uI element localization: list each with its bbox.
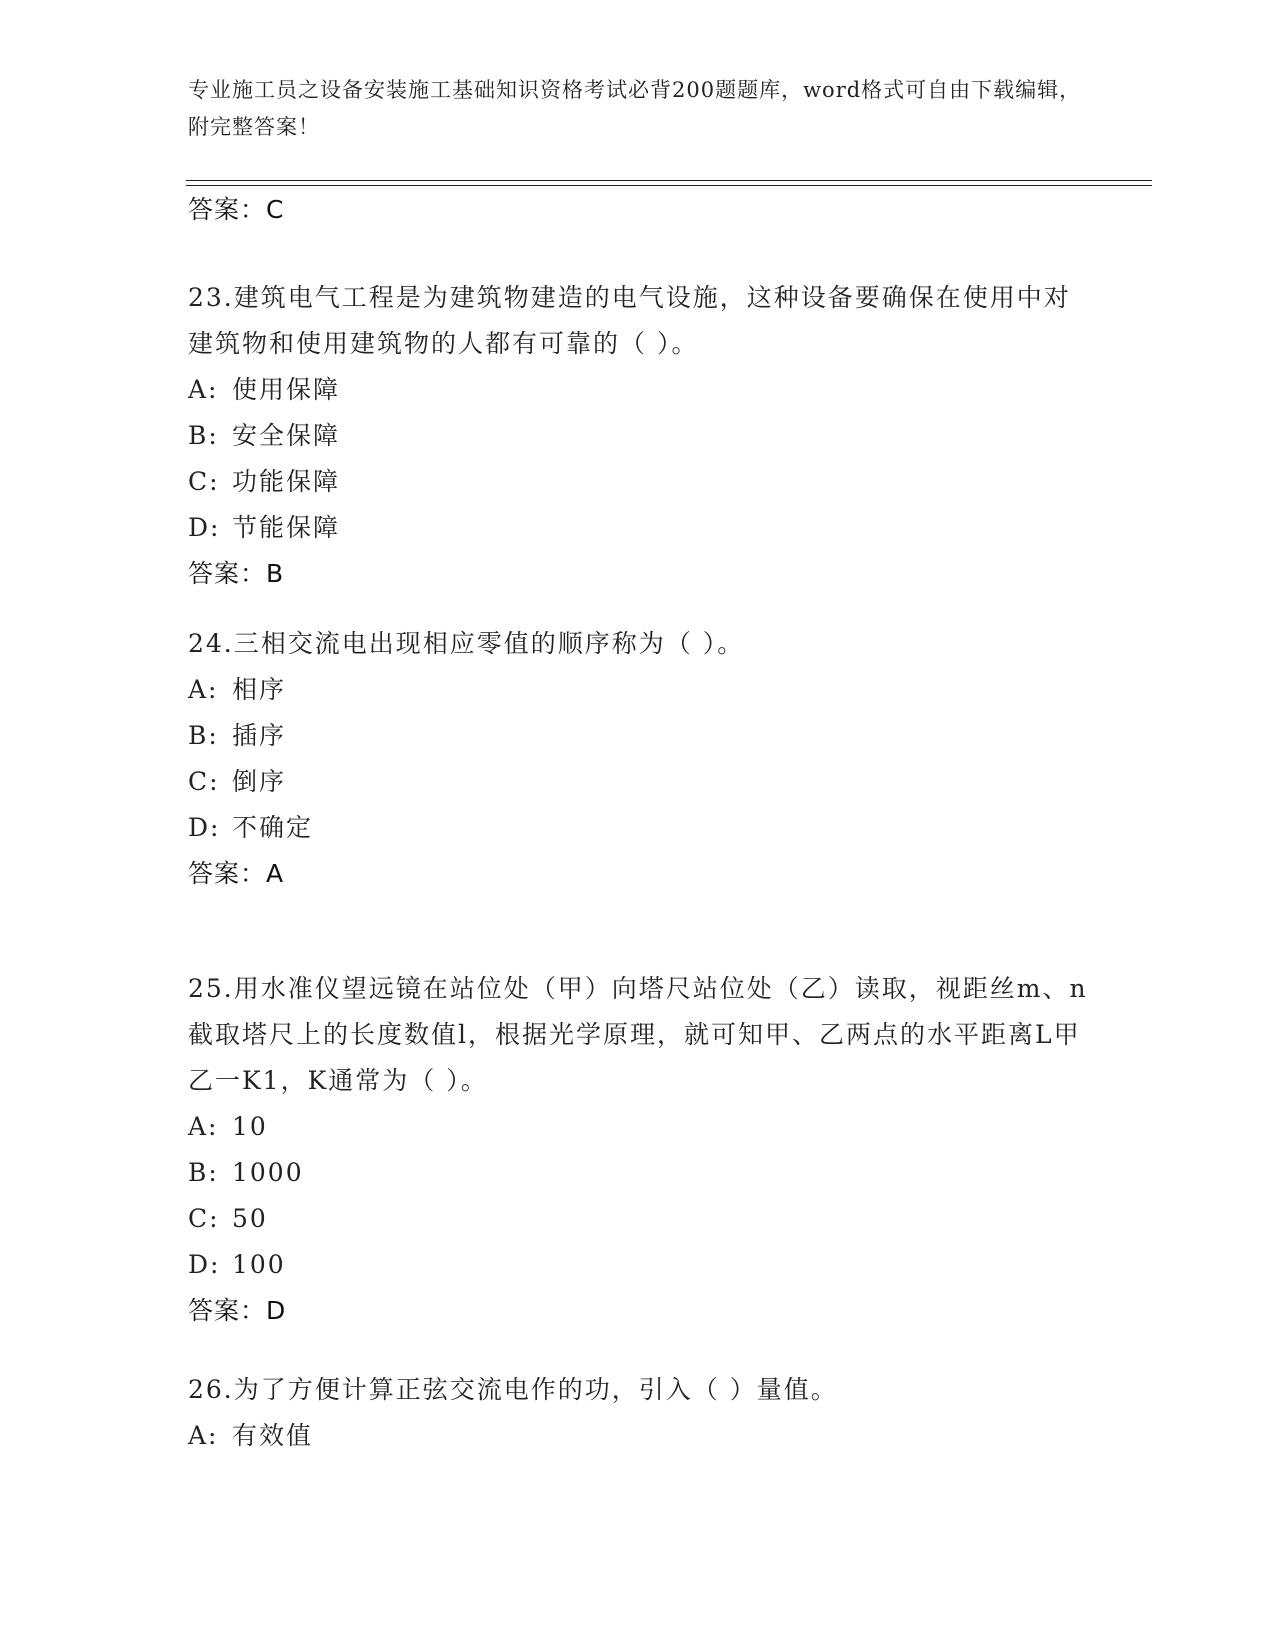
option-key: D: <box>188 813 221 842</box>
question-26 <box>188 1367 1088 1459</box>
option-b <box>188 413 1088 459</box>
option-text: 倒序 <box>232 767 287 796</box>
option-text: 功能保障 <box>232 467 341 496</box>
option-key: C: <box>188 1204 220 1233</box>
option-b <box>188 713 1088 759</box>
option-d <box>188 1242 1088 1288</box>
option-key: A: <box>188 675 219 704</box>
option-c <box>188 759 1088 805</box>
option-text: 使用保障 <box>232 375 341 404</box>
option-a <box>188 367 1088 413</box>
question-25 <box>188 966 1088 1334</box>
header-divider-bottom <box>186 185 1152 186</box>
option-text: 50 <box>232 1204 268 1233</box>
question-22-fragment <box>188 187 1088 233</box>
option-key: D: <box>188 1250 221 1279</box>
header-divider-top <box>186 180 1152 181</box>
option-text: 100 <box>232 1250 286 1279</box>
option-d <box>188 805 1088 851</box>
option-text: 不确定 <box>232 813 314 842</box>
option-key: C: <box>188 467 220 496</box>
option-key: B: <box>188 721 219 750</box>
question-23 <box>188 275 1088 597</box>
option-text: 10 <box>232 1112 268 1141</box>
option-text: 有效值 <box>232 1421 314 1450</box>
option-text: 相序 <box>232 675 287 704</box>
question-text: 26.为了方便计算正弦交流电作的功，引入（ ）量值。 <box>188 1375 838 1404</box>
option-a <box>188 667 1088 713</box>
question-text: 23.建筑电气工程是为建筑物建造的电气设施，这种设备要确保在使用中对建筑物和使用建筑物的人都有可靠的（ ）。 <box>188 283 1071 358</box>
option-key: A: <box>188 1421 219 1450</box>
option-key: B: <box>188 421 219 450</box>
option-text: 节能保障 <box>232 513 341 542</box>
question-24 <box>188 621 1088 897</box>
option-key: B: <box>188 1158 219 1187</box>
option-c <box>188 459 1088 505</box>
option-a <box>188 1413 1088 1459</box>
page-header: 专业施工员之设备安装施工基础知识资格考试必背200题题库，word格式可自由下载编辑，附完整答案！ <box>188 78 1082 139</box>
option-text: 1000 <box>232 1158 304 1187</box>
option-c <box>188 1196 1088 1242</box>
question-text: 25.用水准仪望远镜在站位处（甲）向塔尺站位处（乙）读取，视距丝m、n截取塔尺上的长度数值l，根据光学原理，就可知甲、乙两点的水平距离L甲乙一K1，K通常为（ ）。 <box>188 974 1088 1095</box>
answer-line: 答案：C <box>188 195 285 224</box>
option-text: 插序 <box>232 721 287 750</box>
option-key: C: <box>188 767 220 796</box>
option-key: D: <box>188 513 221 542</box>
option-key: A: <box>188 375 219 404</box>
option-text: 安全保障 <box>232 421 341 450</box>
question-text: 24.三相交流电出现相应零值的顺序称为（ ）。 <box>188 629 745 658</box>
option-b <box>188 1150 1088 1196</box>
option-d <box>188 505 1088 551</box>
answer-line: 答案：B <box>188 559 285 588</box>
option-key: A: <box>188 1112 219 1141</box>
answer-line: 答案：A <box>188 859 285 888</box>
answer-line: 答案：D <box>188 1296 287 1325</box>
option-a <box>188 1104 1088 1150</box>
